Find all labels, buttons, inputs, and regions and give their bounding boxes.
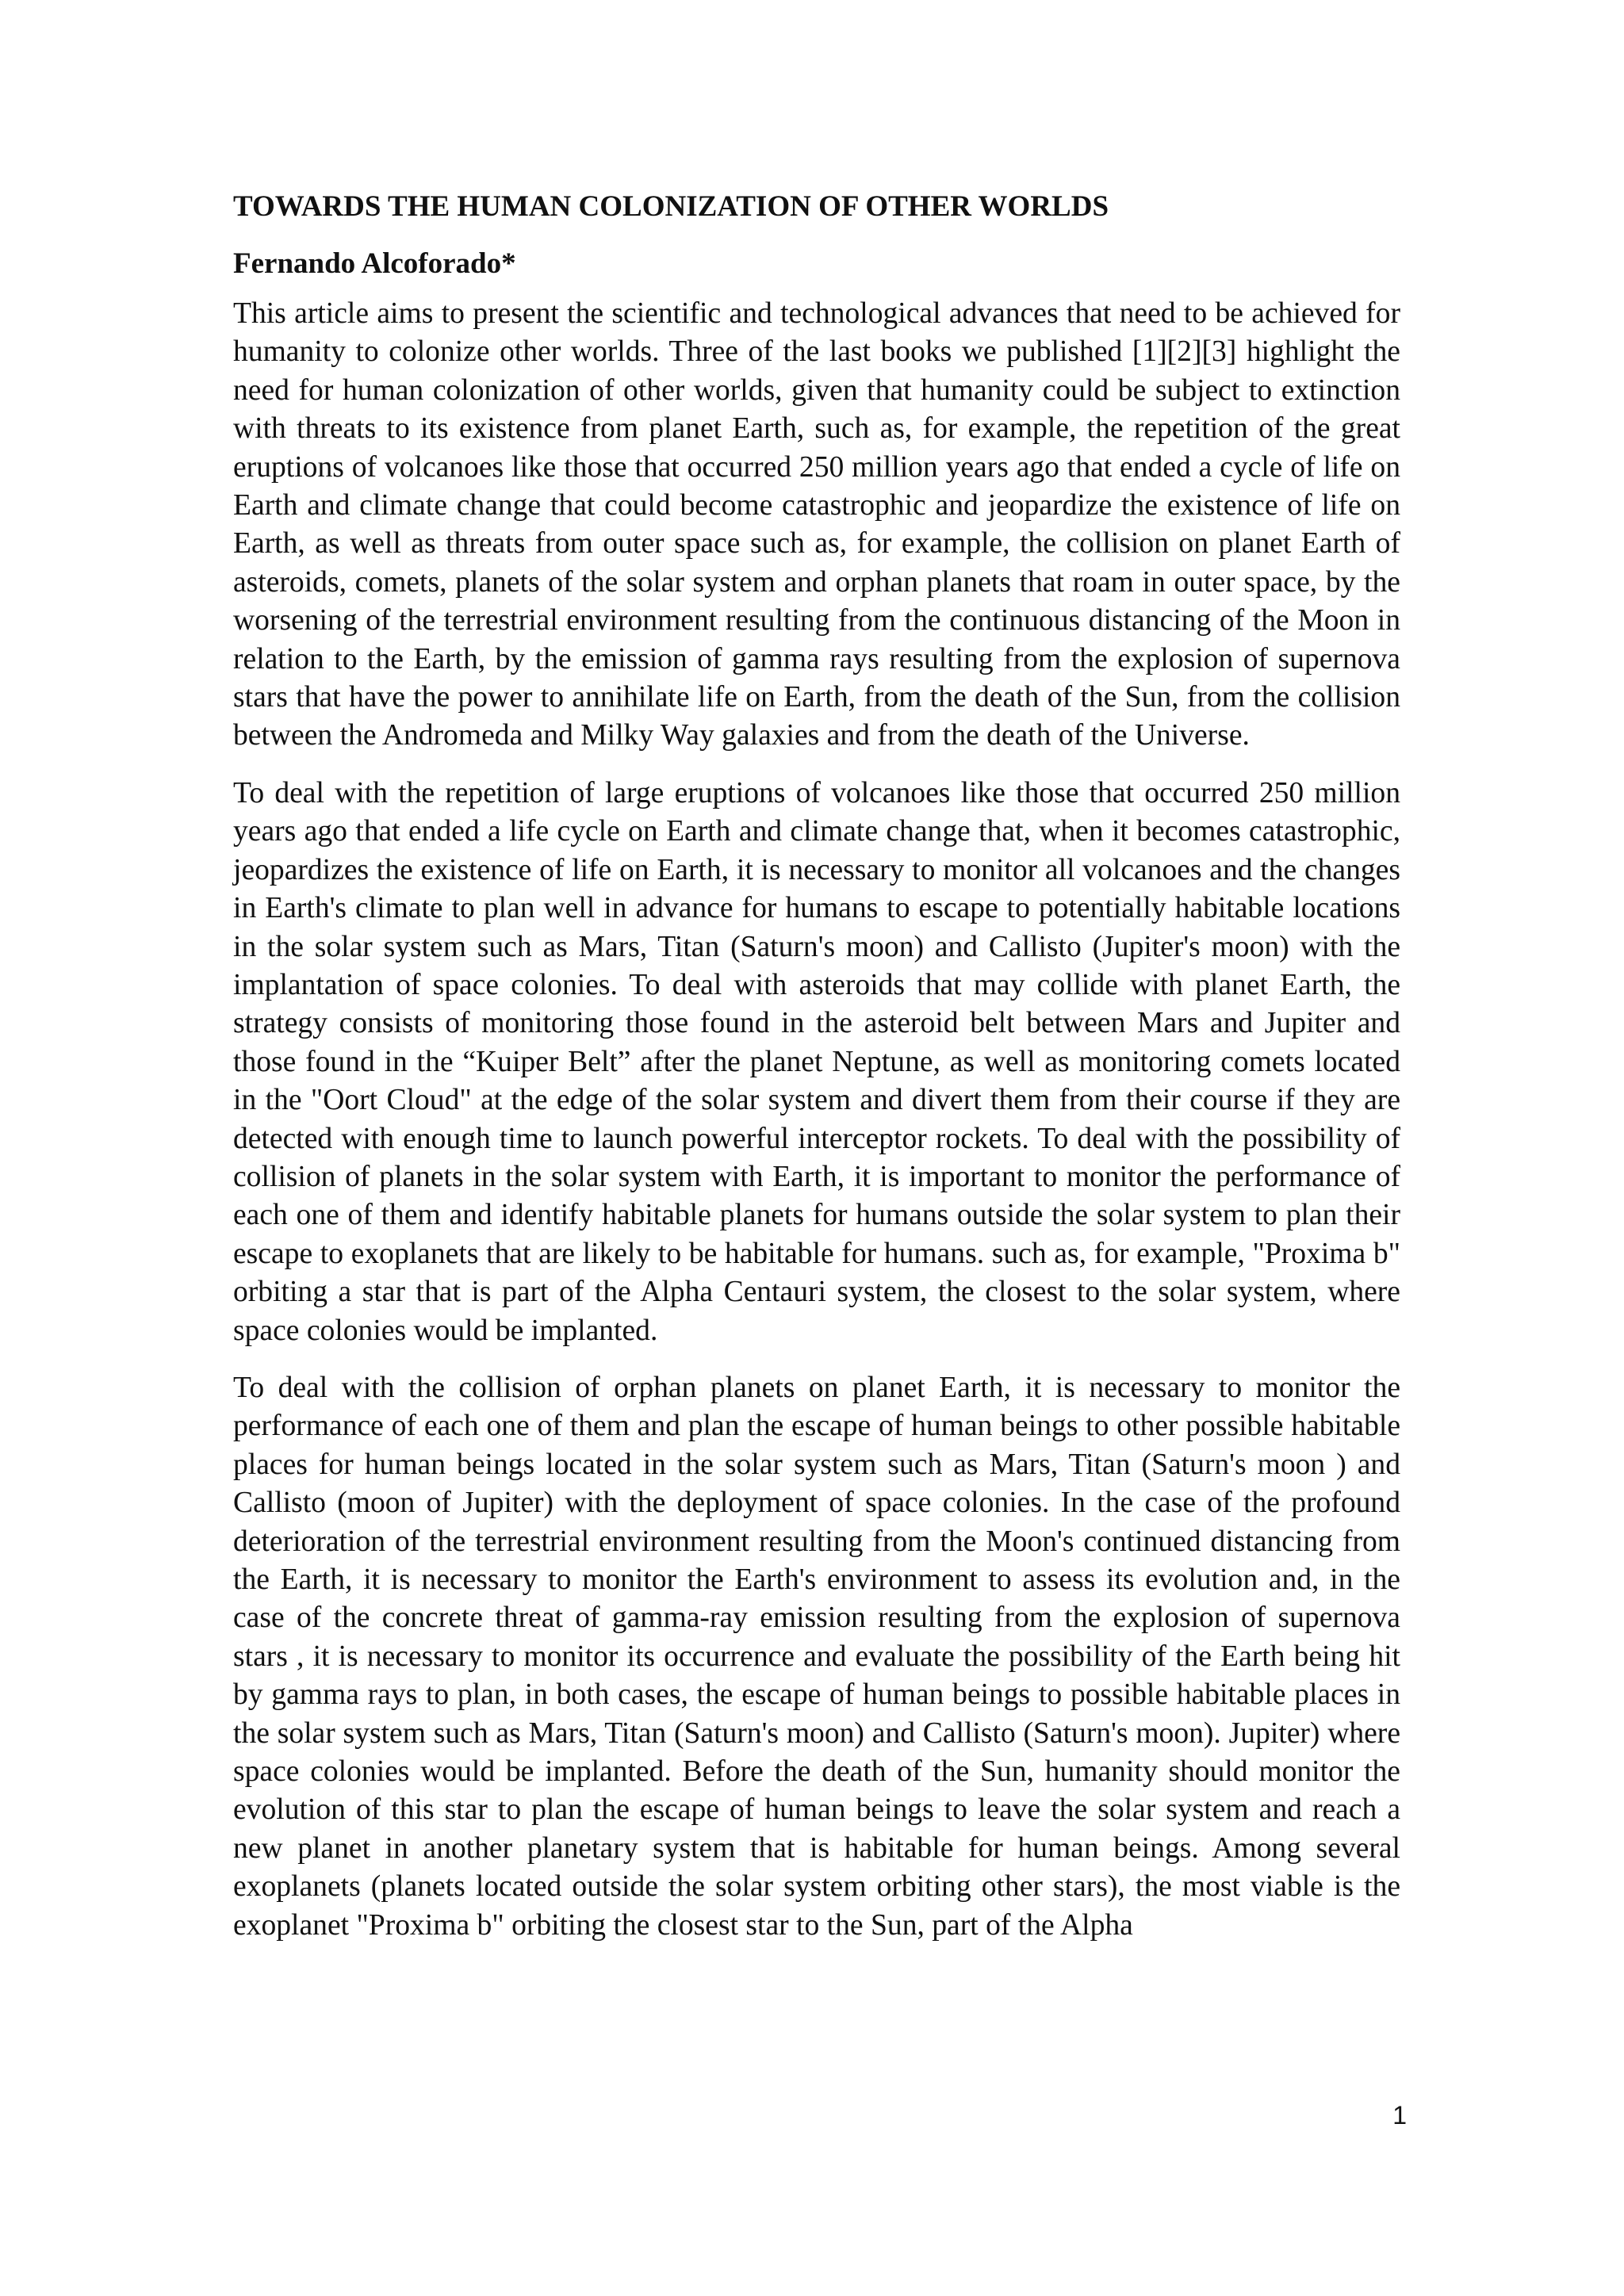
article-body	[233, 184, 1400, 1964]
article-author: Fernando Alcoforado*	[233, 247, 516, 280]
page-number: 1	[1392, 2101, 1407, 2130]
paragraph-2: To deal with the repetition of large eruptions of volcanoes like those that occurred 250 million years ago that ended a life cycle on Earth and climate change that, when it becomes catastrophic, jeopardizes the existence of life on Earth, it is necessary to monitor all volcanoes and the changes in Earth's climate to plan well in advance for humans to escape to potentially habitable locations in the solar system such as Mars, Titan (Saturn's moon) and Callisto (Jupiter's moon) with the implantation of space colonies. To deal with asteroids that may collide with planet Earth, the strategy consists of monitoring those found in the asteroid belt between Mars and Jupiter and those found in the “Kuiper Belt” after the planet Neptune, as well as monitoring comets located in the "Oort Cloud" at the edge of the solar system and divert them from their course if they are detected with enough time to launch powerful interceptor rockets. To deal with the possibility of collision of planets in the solar system with Earth, it is important to monitor the performance of each one of them and identify habitable planets for humans outside the solar system to plan their escape to exoplanets that are likely to be habitable for humans. such as, for example, "Proxima b" orbiting a star that is part of the Alpha Centauri system, the closest to the solar system, where space colonies would be implanted.	[233, 776, 1400, 1347]
article-title: TOWARDS THE HUMAN COLONIZATION OF OTHER WORLDS	[233, 190, 1109, 223]
paragraph-1: This article aims to present the scientific and technological advances that need to be achieved for humanity to colonize other worlds. Three of the last books we published [1][2][3] highlight the need for human colonization of other worlds, given that humanity could be subject to extinction with threats to its existence from planet Earth, such as, for example, the repetition of the great eruptions of volcanoes like those that occurred 250 million years ago that ended a cycle of life on Earth and climate change that could become catastrophic and jeopardize the existence of life on Earth, as well as threats from outer space such as, for example, the collision on planet Earth of asteroids, comets, planets of the solar system and orphan planets that roam in outer space, by the worsening of the terrestrial environment resulting from the continuous distancing of the Moon in relation to the Earth, by the emission of gamma rays resulting from the explosion of supernova stars that have the power to annihilate life on Earth, from the death of the Sun, from the collision between the Andromeda and Milky Way galaxies and from the death of the Universe.	[233, 297, 1400, 752]
paragraph-3: To deal with the collision of orphan planets on planet Earth, it is necessary to monitor the performance of each one of them and plan the escape of human beings to other possible habitable places for human beings located in the solar system such as Mars, Titan (Saturn's moon ) and Callisto (moon of Jupiter) with the deployment of space colonies. In the case of the profound deterioration of the terrestrial environment resulting from the Moon's continued distancing from the Earth, it is necessary to monitor the Earth's environment to assess its evolution and, in the case of the concrete threat of gamma-ray emission resulting from the explosion of supernova stars , it is necessary to monitor its occurrence and evaluate the possibility of the Earth being hit by gamma rays to plan, in both cases, the escape of human beings to possible habitable places in the solar system such as Mars, Titan (Saturn's moon) and Callisto (Saturn's moon). Jupiter) where space colonies would be implanted. Before the death of the Sun, humanity should monitor the evolution of this star to plan the escape of human beings to leave the solar system and reach a new planet in another planetary system that is habitable for human beings. Among several exoplanets (planets located outside the solar system orbiting other stars), the most viable is the exoplanet "Proxima b" orbiting the closest star to the Sun, part of the Alpha	[233, 1371, 1400, 1942]
